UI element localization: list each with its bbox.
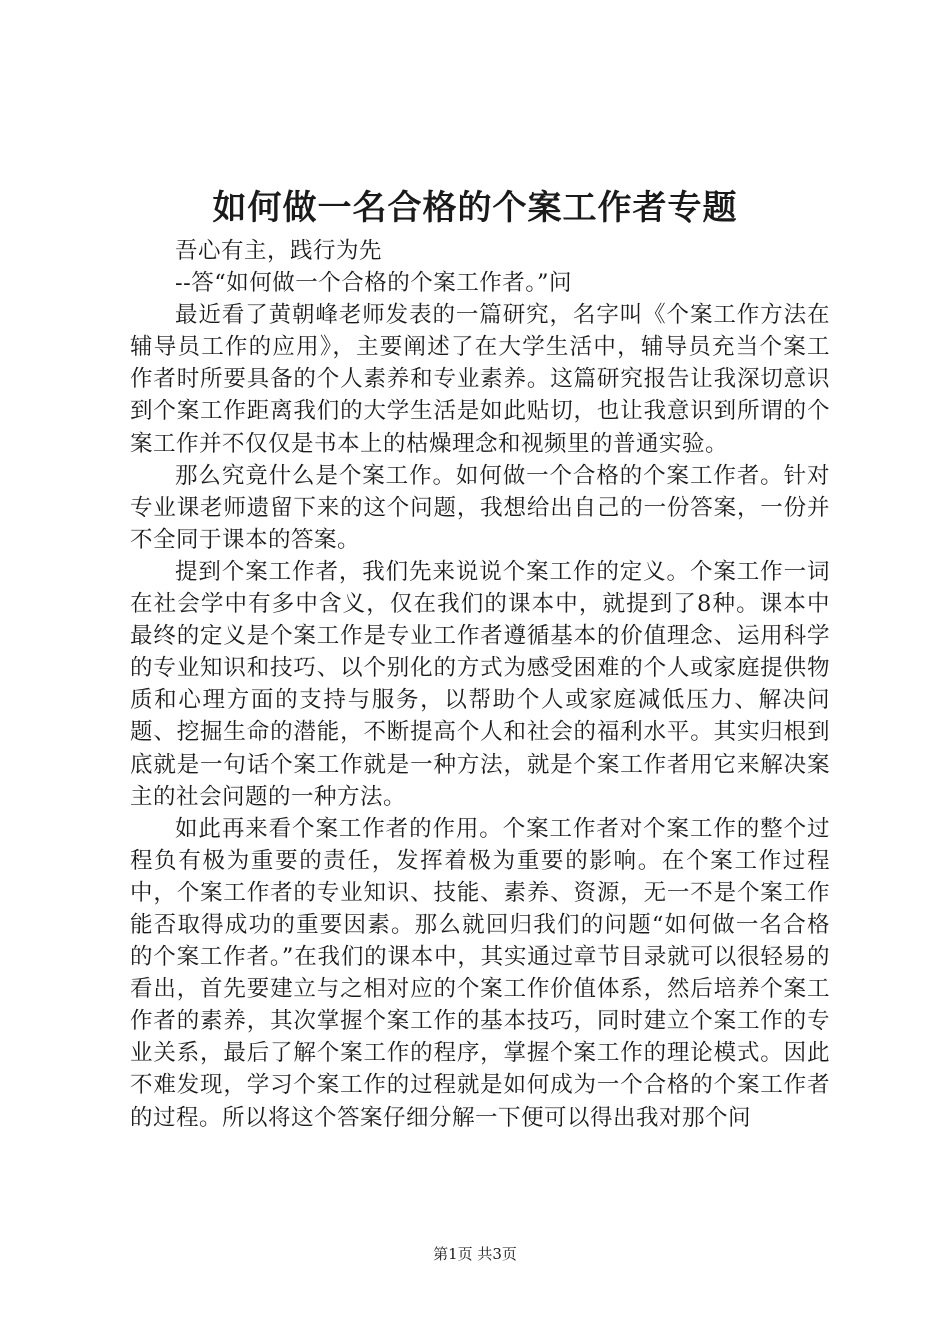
- page-footer: 第1页 共3页: [433, 1245, 517, 1263]
- paragraph: 提到个案工作者，我们先来说说个案工作的定义。个案工作一词在社会学中有多中含义，仅在我们的课本中，就提到了8种。课本中最终的定义是个案工作是专业工作者遵循基本的价值理念、运用科学的专业知识和技巧、以个别化的方式为感受困难的个人或家庭提供物质和心理方面的支持与服务，以帮助个人或家庭减低压力、解决问题、挖掘生命的潜能，不断提高个人和社会的福利水平。其实归根到底就是一句话个案工作就是一种方法，就是个案工作者用它来解决案主的社会问题的一种方法。: [130, 558, 830, 810]
- paragraph: 如此再来看个案工作者的作用。个案工作者对个案工作的整个过程负有极为重要的责任，发挥着极为重要的影响。在个案工作过程中，个案工作者的专业知识、技能、素养、资源，无一不是个案工作能否取得成功的重要因素。那么就回归我们的问题“如何做一名合格的个案工作者。”在我们的课本中，其实通过章节目录就可以很轻易的看出，首先要建立与之相对应的个案工作价值体系，然后培养个案工作者的素养，其次掌握个案工作的基本技巧，同时建立个案工作的专业关系，最后了解个案工作的程序，掌握个案工作的理论模式。因此不难发现，学习个案工作的过程就是如何成为一个合格的个案工作者的过程。所以将这个答案仔细分解一下便可以得出我对那个问: [130, 815, 830, 1131]
- paragraph: 最近看了黄朝峰老师发表的一篇研究，名字叫《个案工作方法在辅导员工作的应用》，主要阐述了在大学生活中，辅导员充当个案工作者时所要具备的个人素养和专业素养。这篇研究报告让我深切意识到个案工作距离我们的大学生活是如此贴切，也让我意识到所谓的个案工作并不仅仅是书本上的枯燥理念和视频里的普通实验。: [130, 302, 830, 457]
- paragraph: --答“如何做一个合格的个案工作者。”问: [175, 270, 572, 297]
- document-title: 如何做一名合格的个案工作者专题: [212, 188, 738, 228]
- paragraph: 吾心有主，践行为先: [175, 238, 383, 264]
- document-body: [130, 235, 830, 1134]
- paragraph: 那么究竟什么是个案工作。如何做一个合格的个案工作者。针对专业课老师遗留下来的这个问题，我想给出自己的一份答案，一份并不全同于课本的答案。: [130, 462, 830, 553]
